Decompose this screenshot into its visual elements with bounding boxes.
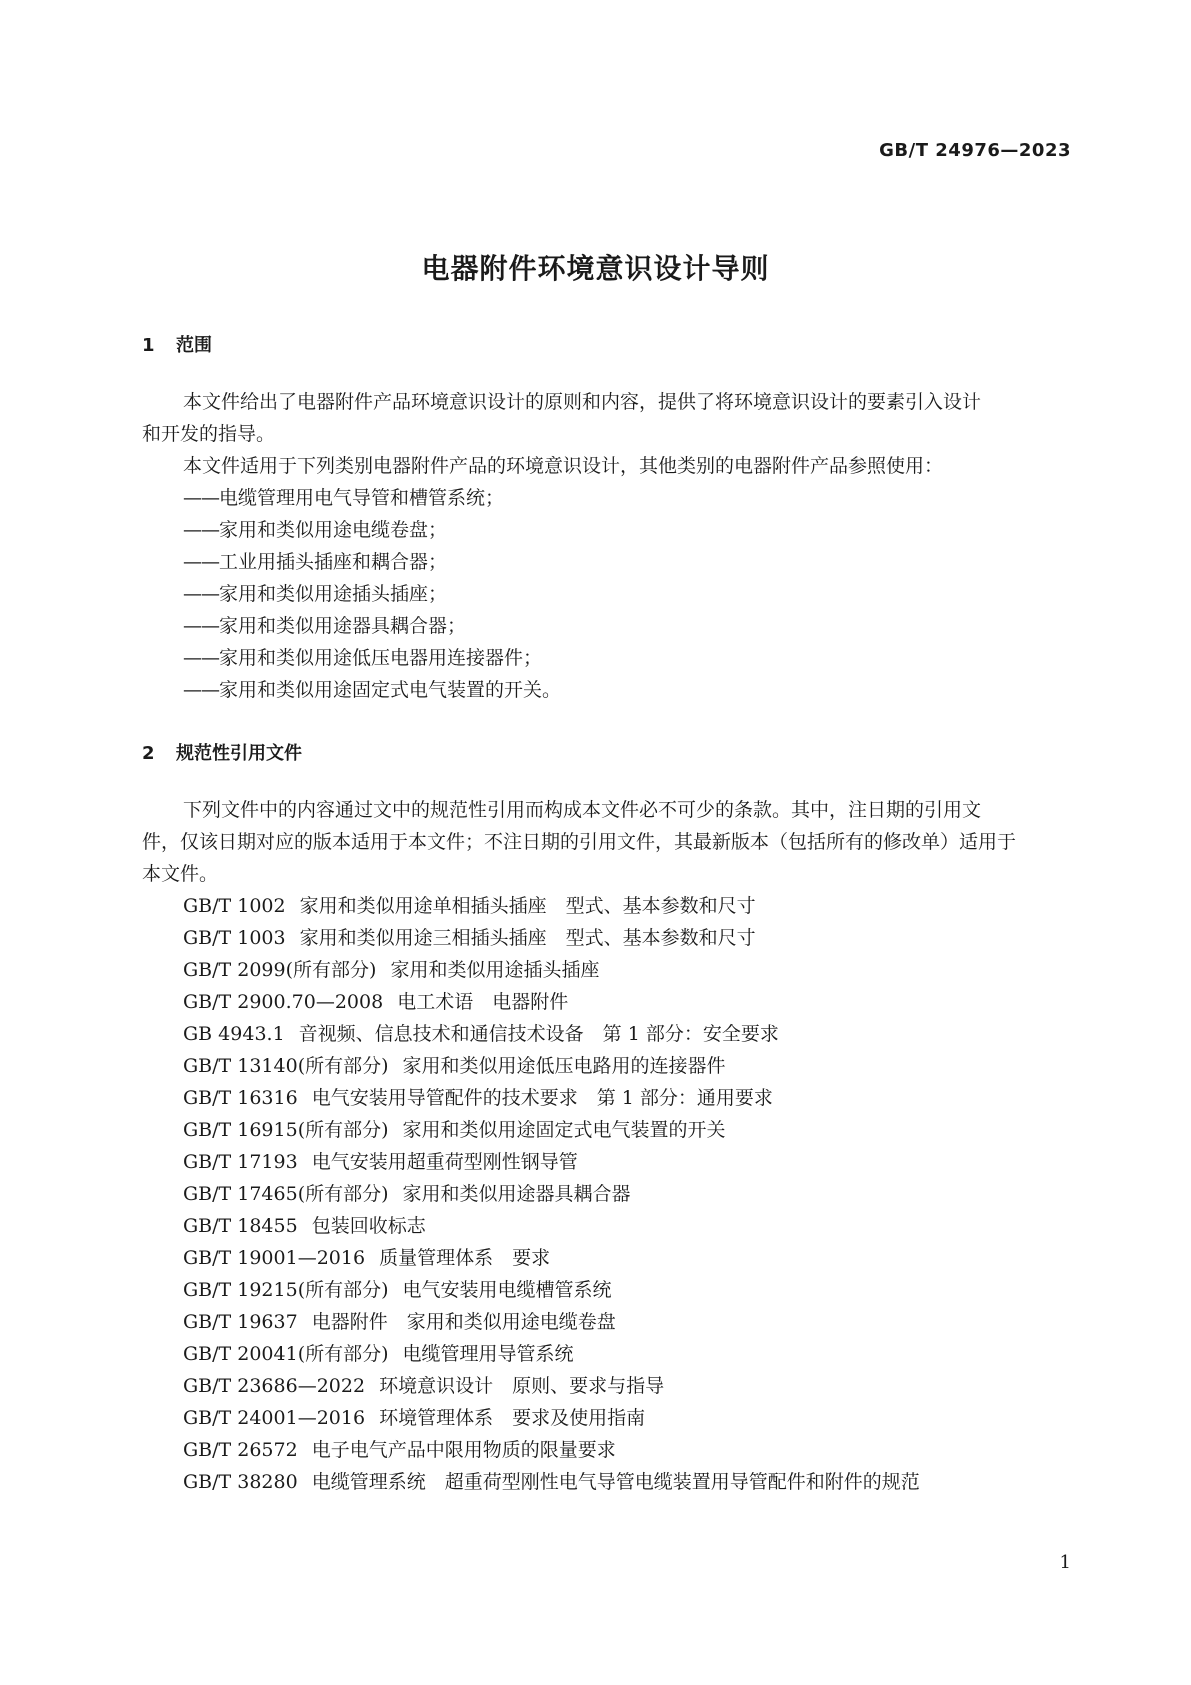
list-dash: ——	[183, 647, 219, 669]
reference-item	[142, 890, 1072, 922]
reference-title: 电气安装用导管配件的技术要求 第 1 部分：通用要求	[311, 1087, 773, 1109]
reference-code: GB/T 1002	[183, 895, 286, 917]
section-heading-normative-references	[142, 738, 1072, 770]
reference-title: 家用和类似用途器具耦合器	[402, 1183, 631, 1205]
reference-code: GB/T 16316	[183, 1087, 298, 1109]
reference-code: GB/T 16915(所有部分)	[183, 1119, 389, 1141]
reference-title: 家用和类似用途插头插座	[390, 959, 600, 981]
list-dash: ——	[183, 551, 219, 573]
reference-code: GB/T 17465(所有部分)	[183, 1183, 389, 1205]
list-item-text: 工业用插头插座和耦合器；	[219, 551, 448, 573]
reference-title: 音视频、信息技术和通信技术设备 第 1 部分：安全要求	[298, 1023, 779, 1045]
reference-item	[142, 1146, 1072, 1178]
reference-title: 家用和类似用途固定式电气装置的开关	[402, 1119, 726, 1141]
references-intro-line-2: 件，仅该日期对应的版本适用于本文件；不注日期的引用文件，其最新版本（包括所有的修改单）适用于	[142, 831, 1017, 853]
reference-code: GB/T 26572	[183, 1439, 298, 1461]
list-item	[142, 674, 1072, 706]
reference-item	[142, 954, 1072, 986]
scope-paragraph-2: 本文件适用于下列类别电器附件产品的环境意识设计，其他类别的电器附件产品参照使用：	[183, 455, 944, 477]
section-number: 1	[142, 335, 155, 356]
reference-title: 质量管理体系 要求	[379, 1247, 551, 1269]
reference-item	[142, 1178, 1072, 1210]
reference-item	[142, 1242, 1072, 1274]
reference-item	[142, 1274, 1072, 1306]
reference-code: GB/T 20041(所有部分)	[183, 1343, 389, 1365]
reference-item	[142, 1338, 1072, 1370]
reference-code: GB/T 19001—2016	[183, 1247, 366, 1269]
reference-item	[142, 1050, 1072, 1082]
reference-code: GB/T 24001—2016	[183, 1407, 366, 1429]
reference-title: 包装回收标志	[311, 1215, 426, 1237]
list-item-text: 家用和类似用途电缆卷盘；	[219, 519, 448, 541]
reference-title: 电器附件 家用和类似用途电缆卷盘	[311, 1311, 616, 1333]
list-item	[142, 642, 1072, 674]
list-dash: ——	[183, 583, 219, 605]
scope-paragraph-1	[142, 386, 1072, 450]
references-intro-line-1: 下列文件中的内容通过文中的规范性引用而构成本文件必不可少的条款。其中，注日期的引用文	[183, 799, 982, 821]
reference-code: GB/T 1003	[183, 927, 286, 949]
reference-code: GB/T 13140(所有部分)	[183, 1055, 389, 1077]
scope-paragraph-1-line-2: 和开发的指导。	[142, 423, 276, 445]
list-dash: ——	[183, 679, 219, 701]
reference-title: 电气安装用超重荷型刚性钢导管	[311, 1151, 578, 1173]
list-dash: ——	[183, 615, 219, 637]
reference-title: 环境管理体系 要求及使用指南	[379, 1407, 646, 1429]
reference-title: 电缆管理用导管系统	[402, 1343, 574, 1365]
reference-item	[142, 922, 1072, 954]
reference-title: 家用和类似用途低压电路用的连接器件	[402, 1055, 726, 1077]
reference-code: GB/T 2099(所有部分)	[183, 959, 377, 981]
reference-code: GB/T 18455	[183, 1215, 298, 1237]
section-heading-scope	[142, 330, 1072, 362]
reference-title: 家用和类似用途单相插头插座 型式、基本参数和尺寸	[299, 895, 756, 917]
document-body	[142, 330, 1072, 1498]
reference-list	[142, 890, 1072, 1498]
reference-code: GB/T 2900.70—2008	[183, 991, 384, 1013]
reference-title: 电工术语 电器附件	[397, 991, 569, 1013]
list-item-text: 家用和类似用途插头插座；	[219, 583, 448, 605]
reference-code: GB/T 17193	[183, 1151, 298, 1173]
section-title: 范围	[176, 335, 212, 356]
document-title: 电器附件环境意识设计导则	[421, 252, 770, 285]
list-item	[142, 546, 1072, 578]
list-dash: ——	[183, 519, 219, 541]
references-intro-paragraph-end: 本文件。	[142, 863, 219, 885]
standard-code: GB/T 24976—2023	[879, 140, 1071, 161]
reference-code: GB/T 19215(所有部分)	[183, 1279, 389, 1301]
reference-code: GB/T 23686—2022	[183, 1375, 366, 1397]
references-intro-paragraph	[142, 794, 1072, 858]
reference-item	[142, 1082, 1072, 1114]
page-number: 1	[1059, 1552, 1071, 1573]
list-dash: ——	[183, 487, 219, 509]
reference-title: 电气安装用电缆槽管系统	[402, 1279, 612, 1301]
reference-item	[142, 1114, 1072, 1146]
list-item	[142, 610, 1072, 642]
reference-title: 电子电气产品中限用物质的限量要求	[311, 1439, 616, 1461]
list-item-text: 家用和类似用途固定式电气装置的开关。	[219, 679, 562, 701]
reference-item	[142, 1434, 1072, 1466]
reference-code: GB/T 38280	[183, 1471, 298, 1493]
scope-list	[142, 482, 1072, 706]
reference-item	[142, 1370, 1072, 1402]
reference-item	[142, 1402, 1072, 1434]
reference-item	[142, 1210, 1072, 1242]
section-title: 规范性引用文件	[176, 743, 302, 764]
list-item-text: 家用和类似用途低压电器用连接器件；	[219, 647, 543, 669]
reference-item	[142, 986, 1072, 1018]
reference-item	[142, 1466, 1072, 1498]
scope-paragraph-1-line-1: 本文件给出了电器附件产品环境意识设计的原则和内容，提供了将环境意识设计的要素引入设计	[183, 391, 982, 413]
list-item	[142, 578, 1072, 610]
reference-title: 家用和类似用途三相插头插座 型式、基本参数和尺寸	[299, 927, 756, 949]
list-item	[142, 482, 1072, 514]
reference-item	[142, 1018, 1072, 1050]
reference-item	[142, 1306, 1072, 1338]
reference-code: GB 4943.1	[183, 1023, 285, 1045]
reference-code: GB/T 19637	[183, 1311, 298, 1333]
reference-title: 环境意识设计 原则、要求与指导	[379, 1375, 665, 1397]
list-item-text: 电缆管理用电气导管和槽管系统；	[219, 487, 505, 509]
reference-title: 电缆管理系统 超重荷型刚性电气导管电缆装置用导管配件和附件的规范	[311, 1471, 920, 1493]
list-item-text: 家用和类似用途器具耦合器；	[219, 615, 467, 637]
section-number: 2	[142, 743, 155, 764]
list-item	[142, 514, 1072, 546]
